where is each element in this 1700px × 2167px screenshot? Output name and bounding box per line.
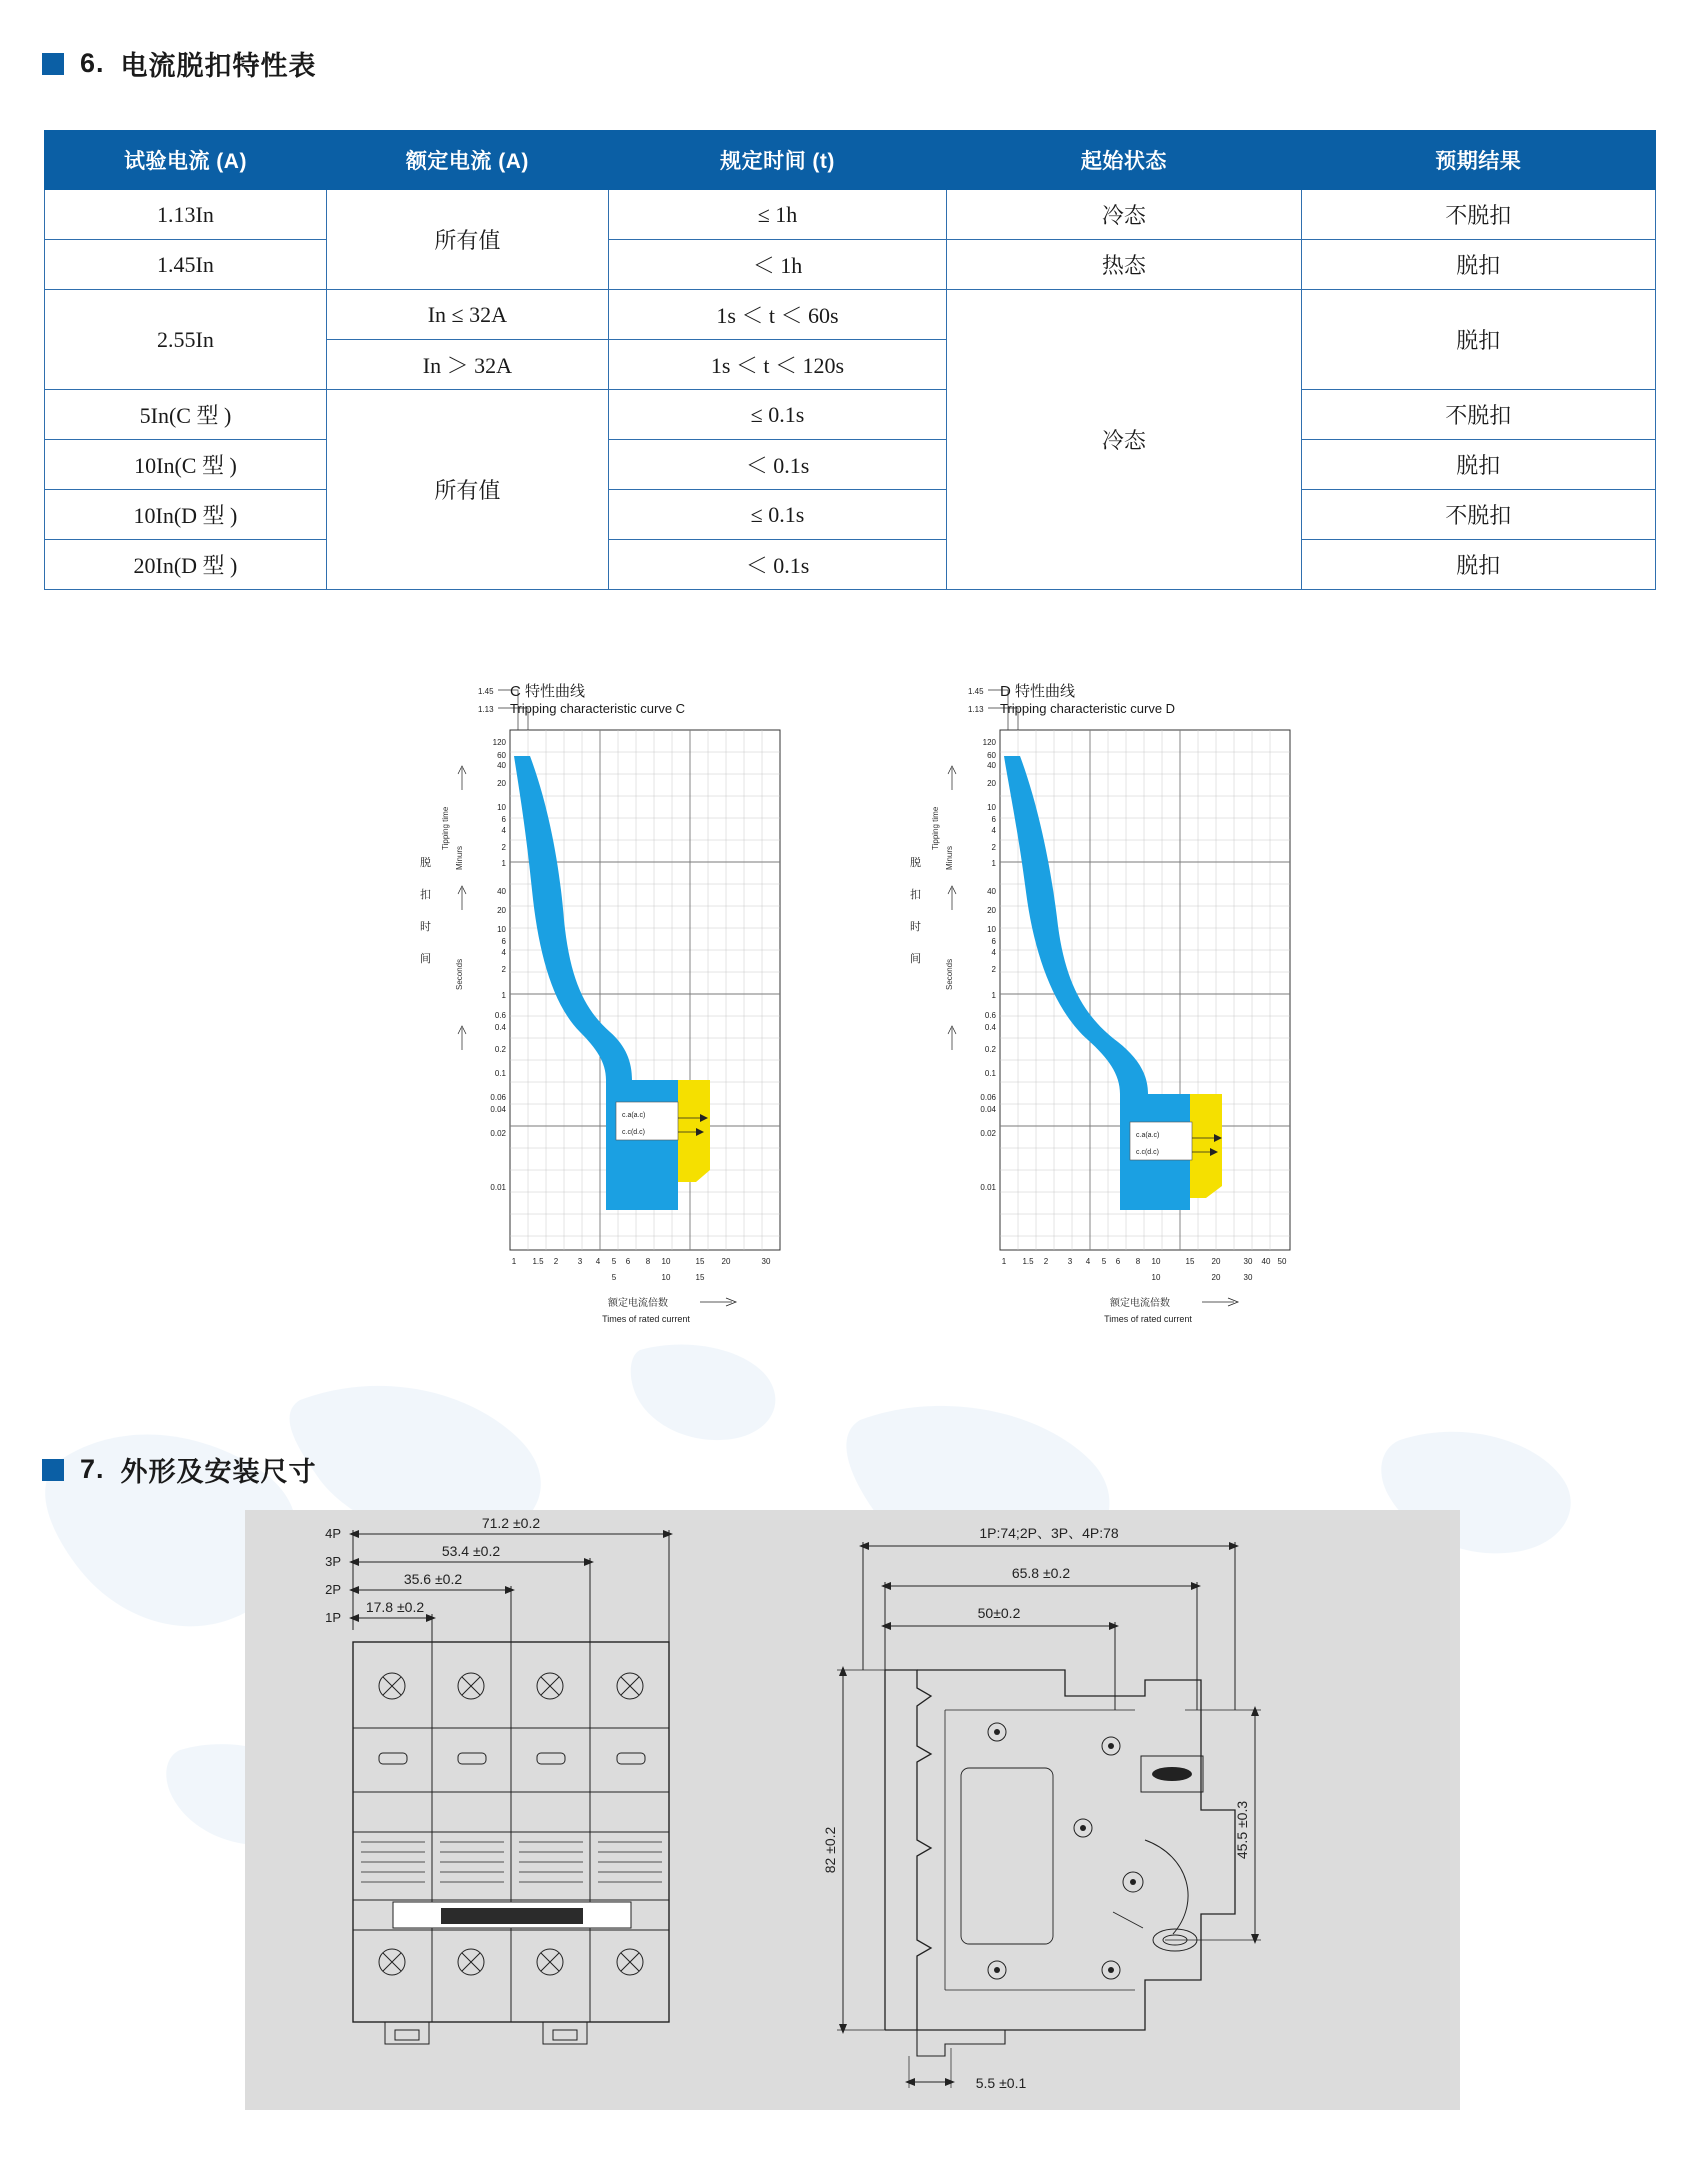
cell-initial-state: 冷态	[947, 290, 1301, 590]
section-heading-dimensions	[42, 1450, 317, 1489]
svg-text:1: 1	[501, 859, 506, 868]
cell-rated-current: 所有值	[326, 190, 608, 290]
svg-text:5: 5	[611, 1257, 617, 1266]
cell-test-current: 10In(D 型 )	[45, 490, 327, 540]
svg-text:20: 20	[497, 779, 506, 788]
col-header-rated-current: 额定电流 (A)	[326, 131, 608, 190]
svg-text:2: 2	[501, 843, 506, 852]
svg-text:4: 4	[991, 826, 996, 835]
svg-text:10: 10	[497, 925, 506, 934]
svg-text:1.5: 1.5	[1022, 1257, 1034, 1266]
svg-text:0.6: 0.6	[984, 1011, 996, 1020]
dimension-drawing	[245, 1510, 1460, 2110]
svg-text:Times of rated current: Times of rated current	[1104, 1314, 1192, 1324]
svg-text:0.1: 0.1	[984, 1069, 996, 1078]
svg-text:60: 60	[987, 751, 996, 760]
table-row	[45, 290, 1656, 340]
dimension-drawing-panel	[245, 1510, 1460, 2110]
cell-time: 1s ＜ t ＜ 60s	[608, 290, 946, 340]
svg-text:40: 40	[497, 761, 506, 770]
svg-text:82 ±0.2: 82 ±0.2	[822, 1826, 838, 1874]
svg-text:1: 1	[991, 991, 996, 1000]
svg-text:4: 4	[991, 948, 996, 957]
section-number: 6.	[80, 48, 105, 78]
svg-text:20: 20	[1211, 1273, 1221, 1282]
cell-rated-current: In ＞ 32A	[326, 340, 608, 390]
svg-text:8: 8	[645, 1257, 651, 1266]
svg-text:10: 10	[987, 925, 996, 934]
svg-text:时: 时	[420, 921, 431, 933]
svg-text:2: 2	[991, 843, 996, 852]
section-number: 7.	[80, 1454, 105, 1484]
cell-result: 不脱扣	[1301, 490, 1655, 540]
svg-text:10: 10	[661, 1257, 671, 1266]
svg-text:Tipping time: Tipping time	[931, 806, 940, 850]
svg-text:Minurs: Minurs	[945, 845, 954, 870]
svg-text:10: 10	[1151, 1273, 1161, 1282]
col-header-initial-state: 起始状态	[947, 131, 1301, 190]
table-row	[45, 390, 1656, 440]
svg-text:0.1: 0.1	[494, 1069, 506, 1078]
svg-text:0.06: 0.06	[980, 1093, 996, 1102]
svg-text:0.04: 0.04	[980, 1105, 996, 1114]
svg-text:65.8 ±0.2: 65.8 ±0.2	[1011, 1565, 1071, 1581]
svg-text:50: 50	[1277, 1257, 1287, 1266]
svg-text:1.45: 1.45	[478, 687, 494, 696]
col-header-time: 规定时间 (t)	[608, 131, 946, 190]
cell-result: 不脱扣	[1301, 390, 1655, 440]
cell-time: ＜ 0.1s	[608, 440, 946, 490]
svg-text:间: 间	[420, 953, 431, 965]
svg-text:15: 15	[695, 1257, 705, 1266]
svg-text:3: 3	[577, 1257, 583, 1266]
svg-text:10: 10	[987, 803, 996, 812]
svg-text:0.06: 0.06	[490, 1093, 506, 1102]
svg-text:0.02: 0.02	[490, 1129, 506, 1138]
svg-text:71.2 ±0.2: 71.2 ±0.2	[481, 1515, 541, 1531]
cell-result: 脱扣	[1301, 290, 1655, 390]
svg-text:扣: 扣	[420, 889, 431, 901]
cell-result: 脱扣	[1301, 540, 1655, 590]
svg-text:0.2: 0.2	[984, 1045, 996, 1054]
svg-text:40: 40	[987, 887, 996, 896]
bullet-square-icon	[42, 1459, 64, 1481]
svg-text:10: 10	[497, 803, 506, 812]
bullet-square-icon	[42, 53, 64, 75]
svg-text:40: 40	[987, 761, 996, 770]
col-header-result: 预期结果	[1301, 131, 1655, 190]
svg-text:40: 40	[1261, 1257, 1271, 1266]
svg-text:10: 10	[661, 1273, 671, 1282]
svg-text:0.4: 0.4	[984, 1023, 996, 1032]
svg-text:1P:74;2P、3P、4P:78: 1P:74;2P、3P、4P:78	[979, 1525, 1119, 1541]
cell-rated-current: 所有值	[326, 390, 608, 590]
svg-text:2: 2	[991, 965, 996, 974]
svg-text:5: 5	[611, 1273, 617, 1282]
svg-text:1: 1	[991, 859, 996, 868]
svg-text:1.45: 1.45	[968, 687, 984, 696]
curve-c-title	[510, 680, 685, 716]
svg-text:c.c(d.c): c.c(d.c)	[1136, 1149, 1159, 1156]
trip-characteristics-table	[44, 130, 1656, 590]
svg-text:30: 30	[761, 1257, 771, 1266]
cell-test-current: 2.55In	[45, 290, 327, 390]
cell-test-current: 20In(D 型 )	[45, 540, 327, 590]
svg-text:时: 时	[910, 921, 921, 933]
table-row	[45, 440, 1656, 490]
cell-initial-state: 冷态	[947, 190, 1301, 240]
svg-text:20: 20	[987, 906, 996, 915]
section-title: 电流脱扣特性表	[120, 51, 317, 81]
svg-text:0.01: 0.01	[490, 1183, 506, 1192]
svg-text:15: 15	[695, 1273, 705, 1282]
svg-text:60: 60	[497, 751, 506, 760]
tripping-curves-area	[0, 670, 1700, 1390]
svg-text:扣: 扣	[910, 889, 921, 901]
pole-label-1p: 1P	[325, 1610, 341, 1625]
svg-text:Seconds: Seconds	[945, 958, 954, 990]
svg-text:30: 30	[1243, 1257, 1253, 1266]
cell-test-current: 1.45In	[45, 240, 327, 290]
svg-text:Times of rated current: Times of rated current	[602, 1314, 690, 1324]
svg-text:c.c(d.c): c.c(d.c)	[622, 1129, 645, 1136]
svg-text:0.6: 0.6	[494, 1011, 506, 1020]
svg-text:20: 20	[721, 1257, 731, 1266]
table-row	[45, 190, 1656, 240]
cell-result: 脱扣	[1301, 440, 1655, 490]
svg-text:额定电流倍数: 额定电流倍数	[1110, 1298, 1170, 1309]
svg-text:6: 6	[1115, 1257, 1121, 1266]
svg-text:4: 4	[595, 1257, 601, 1266]
cell-time: ＜ 1h	[608, 240, 946, 290]
svg-text:Tipping time: Tipping time	[441, 806, 450, 850]
svg-text:0.2: 0.2	[494, 1045, 506, 1054]
svg-text:6: 6	[501, 937, 506, 946]
svg-text:30: 30	[1243, 1273, 1253, 1282]
svg-text:Seconds: Seconds	[455, 958, 464, 990]
curve-c-title-cn: C 特性曲线	[510, 683, 586, 700]
svg-text:6: 6	[991, 815, 996, 824]
svg-text:间: 间	[910, 953, 921, 965]
cell-time: ≤ 0.1s	[608, 490, 946, 540]
cell-rated-current: In ≤ 32A	[326, 290, 608, 340]
svg-text:120: 120	[982, 738, 996, 747]
svg-text:45.5 ±0.3: 45.5 ±0.3	[1234, 1800, 1250, 1860]
svg-text:额定电流倍数: 额定电流倍数	[608, 1298, 668, 1309]
svg-text:2: 2	[553, 1257, 559, 1266]
svg-text:6: 6	[501, 815, 506, 824]
svg-text:0.04: 0.04	[490, 1105, 506, 1114]
curve-d-title-cn: D 特性曲线	[1000, 683, 1076, 700]
svg-text:0.01: 0.01	[980, 1183, 996, 1192]
table-row	[45, 490, 1656, 540]
svg-text:5: 5	[1101, 1257, 1107, 1266]
cell-result: 脱扣	[1301, 240, 1655, 290]
svg-text:120: 120	[492, 738, 506, 747]
pole-label-3p: 3P	[325, 1554, 341, 1569]
svg-text:0.02: 0.02	[980, 1129, 996, 1138]
pole-label-4p: 4P	[325, 1526, 341, 1541]
svg-text:1.13: 1.13	[478, 705, 494, 714]
svg-text:2: 2	[1043, 1257, 1049, 1266]
svg-text:4: 4	[501, 948, 506, 957]
svg-text:Minurs: Minurs	[455, 845, 464, 870]
curve-d-plot	[890, 670, 1370, 1370]
svg-text:6: 6	[991, 937, 996, 946]
cell-test-current: 1.13In	[45, 190, 327, 240]
cell-test-current: 10In(C 型 )	[45, 440, 327, 490]
cell-initial-state: 热态	[947, 240, 1301, 290]
curve-d-title-en: Tripping characteristic curve D	[1000, 701, 1176, 716]
svg-text:35.6 ±0.2: 35.6 ±0.2	[403, 1571, 463, 1587]
trip-characteristics-table-wrap	[44, 130, 1656, 590]
svg-text:3: 3	[1067, 1257, 1073, 1266]
cell-time: ≤ 1h	[608, 190, 946, 240]
svg-text:1: 1	[511, 1257, 517, 1266]
svg-text:40: 40	[497, 887, 506, 896]
svg-text:脱: 脱	[420, 857, 431, 869]
pole-label-2p: 2P	[325, 1582, 341, 1597]
svg-text:8: 8	[1135, 1257, 1141, 1266]
curve-c-plot	[400, 670, 880, 1370]
col-header-test-current: 试验电流 (A)	[45, 131, 327, 190]
svg-text:1.13: 1.13	[968, 705, 984, 714]
svg-text:脱: 脱	[910, 857, 921, 869]
table-row	[45, 540, 1656, 590]
section-title: 外形及安装尺寸	[120, 1457, 317, 1487]
svg-text:c.a(a.c): c.a(a.c)	[622, 1112, 646, 1119]
svg-text:17.8 ±0.2: 17.8 ±0.2	[365, 1599, 425, 1615]
table-header-row	[45, 131, 1656, 190]
svg-text:0.4: 0.4	[494, 1023, 506, 1032]
cell-test-current: 5In(C 型 )	[45, 390, 327, 440]
svg-text:4: 4	[1085, 1257, 1091, 1266]
svg-text:2: 2	[501, 965, 506, 974]
svg-text:50±0.2: 50±0.2	[977, 1605, 1021, 1621]
curve-chart-c	[400, 670, 880, 1370]
curve-chart-d	[890, 670, 1370, 1370]
svg-text:53.4 ±0.2: 53.4 ±0.2	[441, 1543, 501, 1559]
svg-text:5.5 ±0.1: 5.5 ±0.1	[975, 2075, 1027, 2091]
section-heading-trip-table	[42, 44, 317, 83]
svg-text:6: 6	[625, 1257, 631, 1266]
svg-text:10: 10	[1151, 1257, 1161, 1266]
cell-time: 1s ＜ t ＜ 120s	[608, 340, 946, 390]
svg-text:1: 1	[501, 991, 506, 1000]
svg-text:20: 20	[987, 779, 996, 788]
svg-text:20: 20	[497, 906, 506, 915]
svg-text:1.5: 1.5	[532, 1257, 544, 1266]
cell-result: 不脱扣	[1301, 190, 1655, 240]
curve-c-title-en: Tripping characteristic curve C	[510, 701, 686, 716]
cell-time: ＜ 0.1s	[608, 540, 946, 590]
svg-text:4: 4	[501, 826, 506, 835]
cell-time: ≤ 0.1s	[608, 390, 946, 440]
svg-text:20: 20	[1211, 1257, 1221, 1266]
table-row	[45, 240, 1656, 290]
svg-text:1: 1	[1001, 1257, 1007, 1266]
svg-text:c.a(a.c): c.a(a.c)	[1136, 1132, 1160, 1139]
svg-text:15: 15	[1185, 1257, 1195, 1266]
curve-d-title	[1000, 680, 1175, 716]
